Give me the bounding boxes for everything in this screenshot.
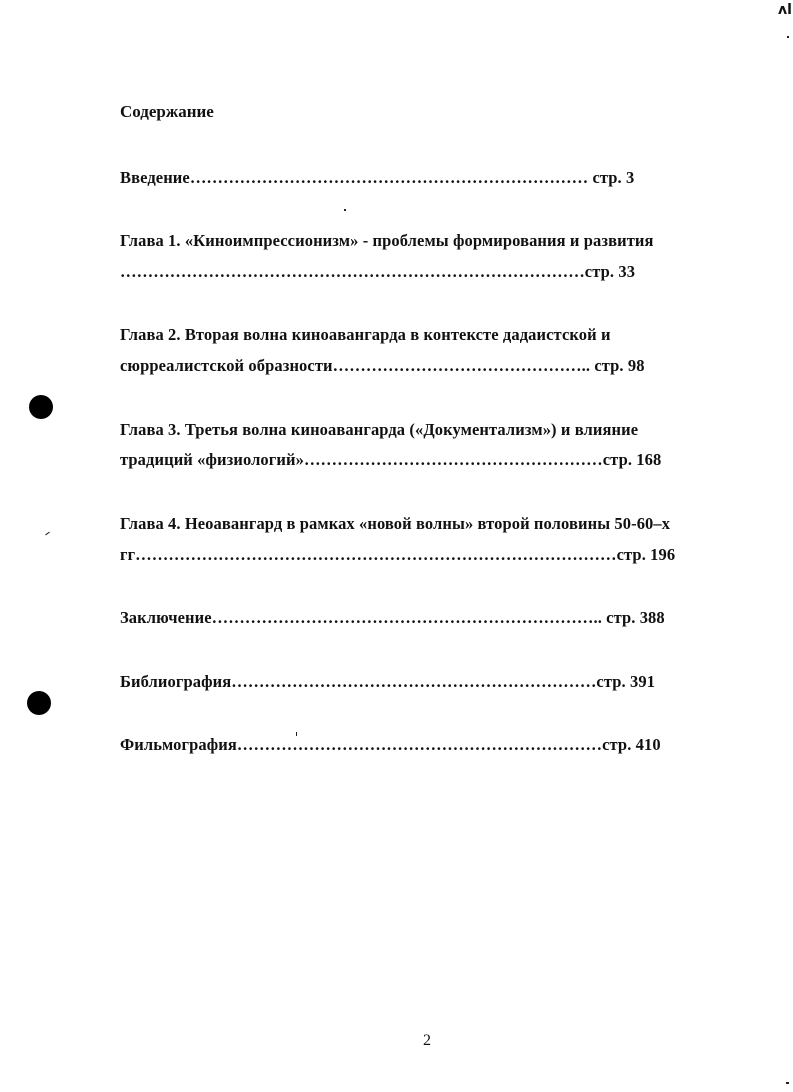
- scan-speck: [344, 209, 346, 211]
- scan-corner-mark: ᴧl: [778, 2, 792, 18]
- toc-entry-conclusion: Заключение…………………………………………………………….. стр. 388: [120, 608, 665, 627]
- scan-speck: [45, 532, 50, 536]
- toc-entry-chapter-1-title: Глава 1. «Киноимпрессионизм» - проблемы формирования и развития: [120, 231, 654, 250]
- scan-speck: [787, 36, 789, 38]
- toc-entry-chapter-2-page: сюрреалистской образности……………………………………….. стр. 98: [120, 356, 645, 375]
- toc-entry-chapter-4-page: гг……………………………………………………………………………стр. 196: [120, 545, 676, 564]
- toc-entry-chapter-1-page: …………………………………………………………………………стр. 33: [120, 262, 636, 281]
- punch-hole-bottom: [27, 691, 51, 715]
- toc-entry-chapter-3-page: традиций «физиологий»………………………………………………стр. 168: [120, 450, 662, 469]
- toc-entry-chapter-4-title: Глава 4. Неоавангард в рамках «новой волны» второй половины 50-60–х: [120, 514, 671, 533]
- toc-entry-chapter-3-title: Глава 3. Третья волна киноавангарда («Документализм») и влияние: [120, 420, 639, 439]
- toc-entry-chapter-2-title: Глава 2. Вторая волна киноавангарда в контексте дадаистской и: [120, 325, 611, 344]
- scan-speck: [786, 1082, 789, 1084]
- toc-entry-filmography: Фильмография…………………………………………………………стр. 410: [120, 735, 661, 754]
- toc-entry-bibliography: Библиография…………………………………………………………стр. 391: [120, 672, 656, 691]
- toc-entry-introduction: Введение……………………………………………………………… стр. 3: [120, 168, 635, 187]
- page-number: 2: [423, 1032, 431, 1049]
- punch-hole-top: [29, 395, 53, 419]
- toc-heading: Содержание: [120, 102, 214, 121]
